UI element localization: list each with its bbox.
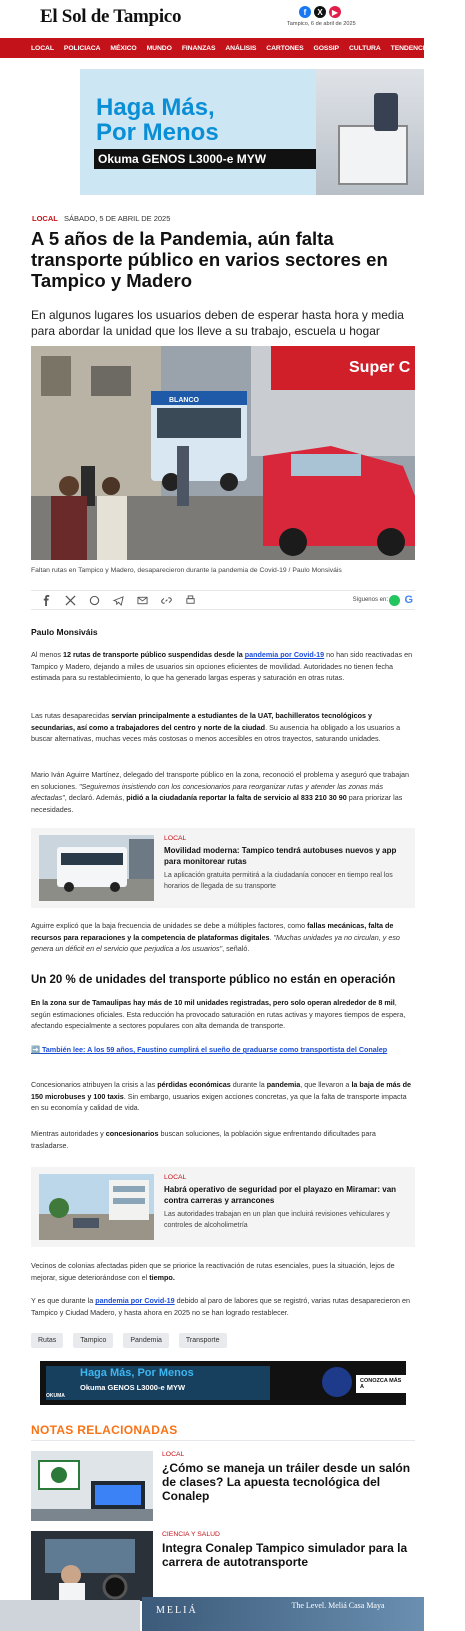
also-read-paragraph[interactable] [31, 1044, 415, 1056]
text-fragment: "Seguiremos insistiendo con los concesionarios para reorganizar rutas y atender las zonas más afectadas" [31, 781, 384, 802]
article-category[interactable]: LOCAL [32, 214, 58, 223]
ad-cta-button[interactable]: CONOZCA MÁS A [356, 1375, 406, 1393]
text-fragment: Al menos [31, 650, 63, 659]
telegram-share-icon[interactable] [109, 593, 127, 607]
melia-ad-banner[interactable] [142, 1597, 424, 1631]
article-kicker [32, 214, 170, 223]
text-fragment: Vecinos de colonias afectadas piden que se priorice la reactivación de rutas esenciales, pues la situación, lejos de mejorar, sigue deteriorándose con el [31, 1261, 395, 1282]
body-paragraph [31, 649, 415, 684]
tag-chip[interactable]: Rutas [31, 1333, 63, 1348]
inline-link[interactable]: ➡️ También lee: [31, 1045, 86, 1054]
header-date: Tampico, 6 de abril de 2025 [287, 21, 356, 27]
nav-item[interactable]: MUNDO [146, 44, 172, 52]
body-paragraph [31, 1260, 415, 1283]
related-title[interactable]: Habrá operativo de seguridad por el playazo en Miramar: van contra carreras y arrancones [164, 1185, 397, 1205]
next-item-thumbnail [0, 1600, 140, 1631]
divider [31, 1440, 415, 1441]
ad-operator-figure [374, 93, 398, 131]
social-links [299, 6, 341, 18]
email-share-icon[interactable] [133, 593, 151, 607]
article-title: A 5 años de la Pandemia, aún falta transporte público en varios sectores en Tampico y Madero [31, 228, 388, 291]
main-photo [31, 346, 415, 560]
tag-list [31, 1333, 227, 1348]
nav-item[interactable]: GOSSIP [313, 44, 339, 52]
facebook-share-icon[interactable] [37, 593, 55, 607]
ad-machine-body [338, 125, 408, 185]
related-note-title[interactable]: ¿Cómo se maneja un tráiler desde un salón de clases? La apuesta tecnológica del Conalep [162, 1461, 411, 1503]
body-paragraph [31, 997, 415, 1032]
body-paragraph [31, 769, 415, 815]
inline-link[interactable]: A los 59 años, Faustino cumplirá el sueño de graduarse como transportista del Conalep [85, 1045, 388, 1054]
main-nav [0, 38, 460, 58]
nav-item[interactable]: CARTONES [266, 44, 304, 52]
nav-item[interactable]: CIEN [443, 44, 460, 52]
text-fragment: . Sin embargo, usuarios exigen acciones concretas, ya que la falta de transporte impacta en su economía y calidad de vida. [31, 1091, 407, 1112]
follow-label: Síguenos en: [352, 597, 388, 603]
ad-headline [96, 95, 219, 145]
text-fragment: la baja de más de 150 microbuses y 100 taxis [31, 1080, 411, 1101]
article-subtitle: En algunos lugares los usuarios deben de esperar hasta hora y media para abordar la unidad que los lleve a su trabajo, escuela u hogar [31, 308, 404, 338]
ad-headline-line2: Por Menos [96, 119, 219, 146]
copy-link-icon[interactable] [157, 593, 175, 607]
related-thumbnail [39, 835, 154, 901]
text-fragment: fallas mecánicas, falta de recursos para reparaciones y la competencia de plataformas digitales [31, 921, 394, 942]
text-fragment: 12 rutas de transporte público suspendidas desde la [62, 650, 245, 659]
inline-link[interactable]: pandemia por Covid-19 [95, 1296, 175, 1305]
whatsapp-follow-icon[interactable] [389, 595, 400, 606]
body-paragraph [31, 920, 415, 955]
tag-chip[interactable]: Tampico [73, 1333, 113, 1348]
related-title[interactable]: Movilidad moderna: Tampico tendrá autobuses nuevos y app para monitorear rutas [164, 846, 397, 866]
ad-badge-icon [322, 1367, 352, 1397]
related-label: LOCAL [164, 1174, 187, 1181]
text-fragment: tiempo. [149, 1272, 175, 1282]
text-fragment: Las rutas desaparecidas [31, 711, 112, 720]
text-fragment: , señaló. [222, 944, 250, 953]
body-paragraph [31, 710, 415, 745]
x-twitter-icon[interactable]: X [314, 6, 326, 18]
google-news-icon[interactable]: G [404, 594, 413, 606]
text-fragment: Mario Iván Aguirre Martínez, delegado del transporte público en la zona, reconoció el problema y aseguró que trabajan en soluciones. [31, 770, 409, 791]
nav-item[interactable]: CULTURA [348, 44, 381, 52]
melia-brand: MELIÁ [156, 1605, 198, 1616]
text-fragment: pandemia [266, 1080, 301, 1089]
ad-product: Okuma GENOS L3000-e MYW [94, 149, 316, 169]
text-fragment: , según estimaciones oficiales. Esta reducción ha provocado saturación en rutas activas y mayores tiempos de espera, afectando especialmente a sectores populares con alta demanda de transporte. [31, 998, 406, 1030]
top-ad-banner[interactable] [80, 69, 424, 195]
text-fragment: debido al paro de labores que se registró, varias rutas desaparecieron en Tampico y Ciudad Madero, y hasta ahora en 2025 no se han logrado restablecer. [31, 1296, 411, 1317]
whatsapp-share-icon[interactable] [85, 593, 103, 607]
text-fragment: pérdidas económicas [157, 1080, 231, 1089]
facebook-icon[interactable]: f [299, 6, 311, 18]
youtube-icon[interactable]: ▶ [329, 6, 341, 18]
text-fragment: Aguirre explicó que la baja frecuencia de unidades se debe a múltiples factores, como [31, 921, 308, 930]
tag-chip[interactable]: Pandemia [123, 1333, 169, 1348]
text-fragment: pidió a la ciudadanía reportar la falta de servicio al 833 210 30 90 [126, 793, 347, 802]
text-fragment: buscan soluciones, la población sigue enfrentando dificultades para trasladarse. [31, 1129, 376, 1150]
store-sign: Super C [349, 359, 411, 376]
related-description: La aplicación gratuita permitirá a la ciudadanía conocer en tiempo real los horarios de llegada de su transporte [164, 872, 393, 890]
article-subheading: Un 20 % de unidades del transporte público no están en operación [31, 974, 396, 986]
street-scene-illustration [31, 346, 415, 560]
nav-item[interactable]: POLICIACA [63, 44, 101, 52]
text-fragment: , dejando a miles de usuarios sin opciones eficientes de movilidad. Autoridades no tienen fecha estimada para su restablecimiento, lo que ha generado largas esperas y saturación en otras rutas. [31, 661, 393, 682]
site-header [0, 0, 424, 37]
text-fragment: servían principalmente a estudiantes de la UAT, bachilleratos tecnológicos y secundarias, así como a trabajadores del centro y norte de la ciudad [31, 711, 373, 732]
nav-item[interactable]: FINANZAS [181, 44, 216, 52]
ad-product: Okuma GENOS L3000-e MYW [80, 1383, 186, 1392]
ad-headline-line1: Haga Más, [96, 94, 215, 121]
body-paragraph [31, 1128, 415, 1151]
print-icon[interactable] [181, 593, 199, 607]
related-note-label: LOCAL [162, 1451, 185, 1458]
text-fragment: durante la [230, 1080, 267, 1089]
related-thumbnail [39, 1174, 154, 1240]
body-paragraph [31, 1079, 415, 1114]
x-share-icon[interactable] [61, 593, 79, 607]
nav-item[interactable]: MÉXICO [110, 44, 137, 52]
text-fragment: , que llevaron a [300, 1080, 352, 1089]
bus-route-sign: BLANCO [169, 397, 199, 404]
related-description: Las autoridades trabajan en un plan que incluirá revisiones vehiculares y controles de alcoholimetría [164, 1211, 390, 1229]
body-paragraph [31, 1295, 415, 1318]
site-logo[interactable]: El Sol de Tampico [40, 6, 182, 27]
photo-caption: Faltan rutas en Tampico y Madero, desaparecieron durante la pandemia de Covid-19 / Paulo Monsiváis [31, 567, 342, 574]
text-fragment: Tampico y Madero [31, 661, 90, 671]
text-fragment: concesionarios [105, 1129, 159, 1138]
inline-link[interactable]: pandemia por Covid-19 [244, 650, 325, 659]
bottom-ad-banner[interactable] [40, 1361, 406, 1405]
related-notes-heading: NOTAS RELACIONADAS [31, 1423, 178, 1437]
related-note-title[interactable]: Integra Conalep Tampico simulador para la carrera de autotransporte [162, 1541, 408, 1569]
nav-item[interactable]: ANÁLISIS [225, 44, 257, 52]
nav-item[interactable]: LOCAL [31, 44, 54, 52]
text-fragment: . [269, 932, 274, 942]
share-bar [31, 590, 415, 610]
related-note-thumbnail [31, 1531, 153, 1601]
text-fragment: Y es que durante la [31, 1296, 96, 1305]
article-author[interactable]: Paulo Monsiváis [31, 627, 98, 637]
text-fragment: no han sido reactivadas en [324, 650, 413, 659]
tag-chip[interactable]: Transporte [179, 1333, 227, 1348]
related-card[interactable] [31, 1167, 415, 1247]
nav-item[interactable]: TENDENCIAS [390, 44, 434, 52]
related-note-thumbnail [31, 1451, 153, 1521]
text-fragment: "Muchas unidades ya no circulan, y eso genera un déficit en el servicio que perjudica a los usuarios" [31, 932, 400, 953]
ad-headline: Haga Más, Por Menos [80, 1367, 194, 1379]
text-fragment: Mientras autoridades y [31, 1129, 106, 1138]
text-fragment: . Su ausencia ha obligado a los usuarios a buscar alternativas, muchas veces más costosas o menos accesibles en otros trayectos, saturando unidades. [31, 722, 401, 743]
text-fragment: Concesionarios atribuyen la crisis a las [31, 1080, 158, 1089]
article-date: SÁBADO, 5 DE ABRIL DE 2025 [63, 214, 171, 223]
text-fragment: En la zona sur de Tamaulipas hay más de 10 mil unidades registradas, pero solo operan alrededor de 8 mil [31, 998, 395, 1007]
related-card[interactable] [31, 828, 415, 908]
related-label: LOCAL [164, 835, 187, 842]
ad-brand: OKUMA [46, 1393, 65, 1399]
related-note-label: CIENCIA Y SALUD [162, 1531, 220, 1538]
text-fragment: , declaró. Además, [64, 793, 127, 802]
melia-text: The Level. Meliá Casa Maya [291, 1601, 385, 1610]
text-fragment: para priorizar las necesidades. [31, 793, 403, 814]
